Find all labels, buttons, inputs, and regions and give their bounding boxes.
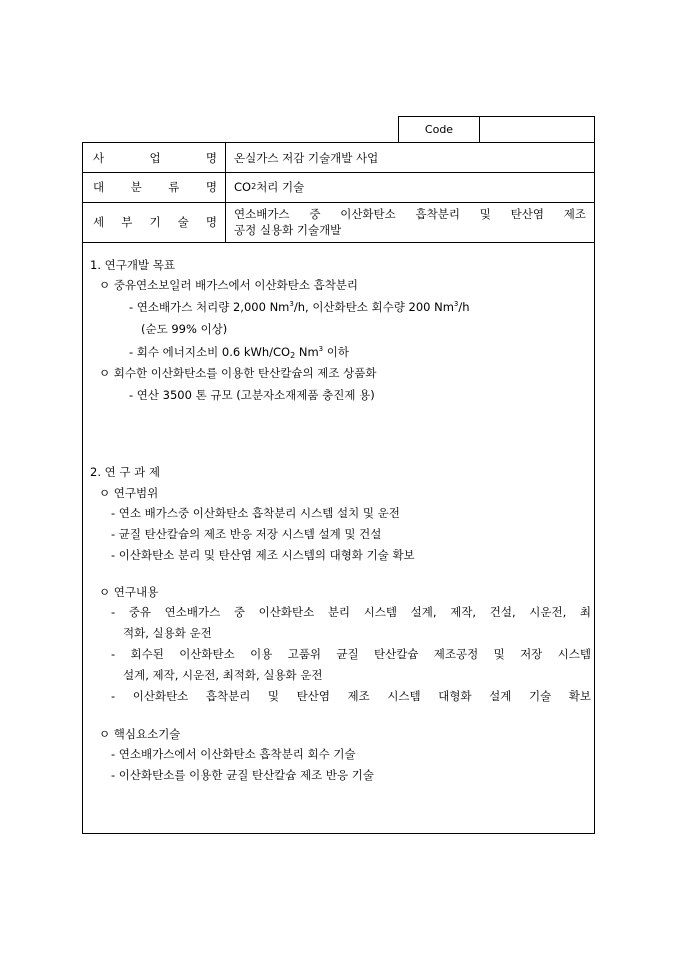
project-name-row <box>83 143 594 173</box>
goal-bullet-2: ㅇ 회수한 이산화탄소를 이용한 탄산칼슘의 제조 상품화 <box>99 366 377 380</box>
section2-title: 2. 연 구 과 제 <box>90 465 161 479</box>
content-item-1-line1: - 중유 연소배가스 중 이산화탄소 분리 시스템 설계, 제작, 건설, 시운전, 최 <box>111 605 591 619</box>
detail-row <box>83 202 594 242</box>
code-box <box>398 116 595 143</box>
content-item-1-line2: 적화, 실용화 운전 <box>123 626 212 640</box>
category-label: 대 분 류 명 <box>83 172 226 202</box>
project-name-label: 사 업 명 <box>83 143 226 172</box>
goal-sub-2: - 회수 에너지소비 0.6 kWh/$CO_2$ Nm$^3$ 이하 <box>129 345 350 360</box>
content-title: ㅇ 연구내용 <box>99 585 159 599</box>
header-table <box>82 142 595 243</box>
core-title: ㅇ 핵심요소기술 <box>99 727 181 741</box>
scope-item: - 이산화탄소 분리 및 탄산염 제조 시스템의 대형화 기술 확보 <box>111 548 415 562</box>
content-item-2-line1: - 회수된 이산화탄소 이용 고품위 균질 탄산칼슘 제조공정 및 저장 시스템 <box>111 647 591 661</box>
scope-item: - 균질 탄산칼슘의 제조 반응 저장 시스템 설계 및 건설 <box>111 527 382 541</box>
detail-value <box>226 202 594 242</box>
category-value: CO 2 처리 기술 <box>234 180 305 194</box>
detail-label: 세 부 기 술 명 <box>83 202 226 242</box>
core-item: - 이산화탄소를 이용한 균질 탄산칼슘 제조 반응 기술 <box>111 768 375 782</box>
project-name-value: 온실가스 저감 기술개발 사업 <box>234 150 379 165</box>
core-item: - 연소배가스에서 이산화탄소 흡착분리 회수 기술 <box>111 747 356 761</box>
scope-item: - 연소 배가스중 이산화탄소 흡착분리 시스템 설치 및 운전 <box>111 506 400 520</box>
detail-value-line2: 공정 실용화 기술개발 <box>234 223 342 237</box>
goal-sub-3: - 연산 3500 톤 규모 (고분자소재제품 충진제 용) <box>129 388 375 402</box>
scope-title: ㅇ 연구범위 <box>99 486 159 500</box>
goal-sub-1-cont: (순도 99% 이상) <box>141 322 228 336</box>
content-item-3: - 이산화탄소 흡착분리 및 탄산염 제조 시스템 대형화 설계 기술 확보 <box>111 689 591 703</box>
code-label: Code <box>399 117 480 142</box>
code-value <box>480 117 594 142</box>
section1-title: 1. 연구개발 목표 <box>90 258 175 272</box>
content-box <box>82 242 595 834</box>
goal-sub-1: - 연소배가스 처리량 2,000 Nm$^3$/h, 이산화탄소 회수량 200 Nm$^3$/h <box>129 300 470 314</box>
category-row <box>83 172 594 203</box>
detail-value-line1: 연소배가스 중 이산화탄소 흡착분리 및 탄산염 제조 <box>234 207 586 221</box>
content-item-2-line2: 설계, 제작, 시운전, 최적화, 실용화 운전 <box>123 668 323 682</box>
goal-bullet-1: ㅇ 중유연소보일러 배가스에서 이산화탄소 흡착분리 <box>99 278 359 292</box>
